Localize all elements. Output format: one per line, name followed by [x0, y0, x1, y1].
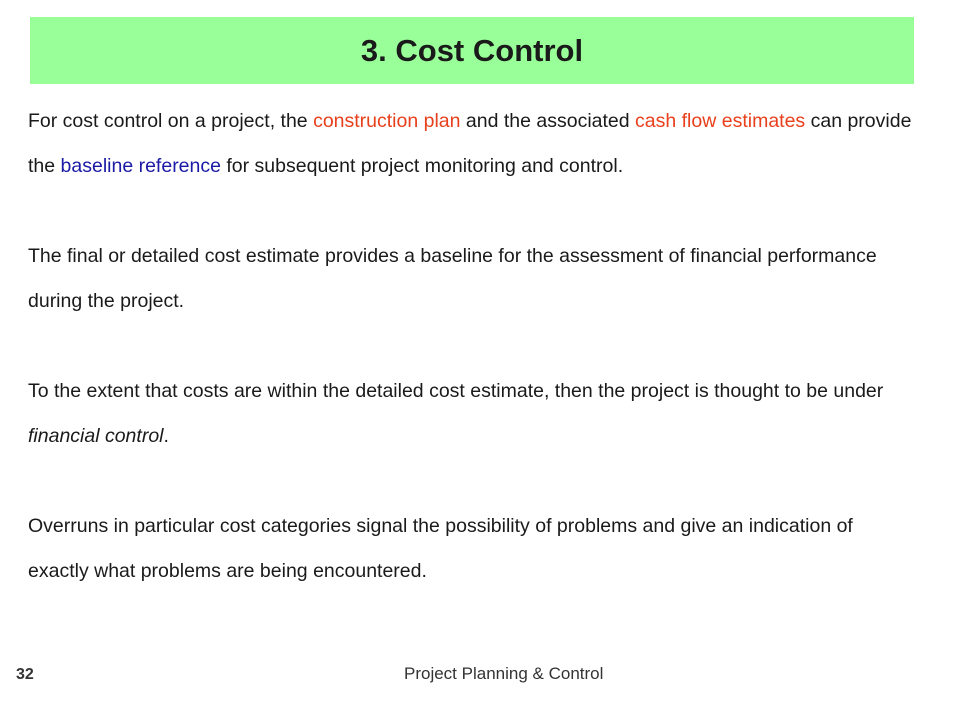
paragraph-financial-control: [28, 369, 918, 459]
slide-number: 32: [16, 666, 34, 683]
title-banner: [30, 17, 914, 84]
paragraph-overruns: Overruns in particular cost categories signal the possibility of problems and give an indication of exactly what problems are being encountered.: [28, 515, 853, 582]
slide-body: [28, 99, 918, 594]
paragraph-text: for subsequent project monitoring and control.: [220, 155, 624, 177]
paragraph-cost-control-baseline: [28, 99, 918, 189]
paragraph-text: and the associated: [460, 110, 636, 132]
paragraph-text: can provide the: [28, 110, 912, 177]
footer-title: Project Planning & Control: [404, 664, 604, 683]
paragraph-detailed-estimate: The final or detailed cost estimate provides a baseline for the assessment of financial performance during the project.: [28, 245, 877, 312]
paragraph-text: .: [163, 425, 169, 447]
slide-footer: [0, 664, 960, 690]
highlight-construction-plan: construction plan: [313, 110, 461, 132]
highlight-cash-flow-estimates: cash flow estimates: [635, 110, 806, 132]
highlight-baseline-reference: baseline reference: [60, 155, 221, 177]
paragraph-text: For cost control on a project, the: [28, 110, 314, 132]
paragraph-text: To the extent that costs are within the detailed cost estimate, then the project is thought to be under: [28, 380, 884, 402]
slide-title: 3. Cost Control: [360, 32, 584, 68]
emphasis-financial-control: financial control: [28, 425, 164, 447]
